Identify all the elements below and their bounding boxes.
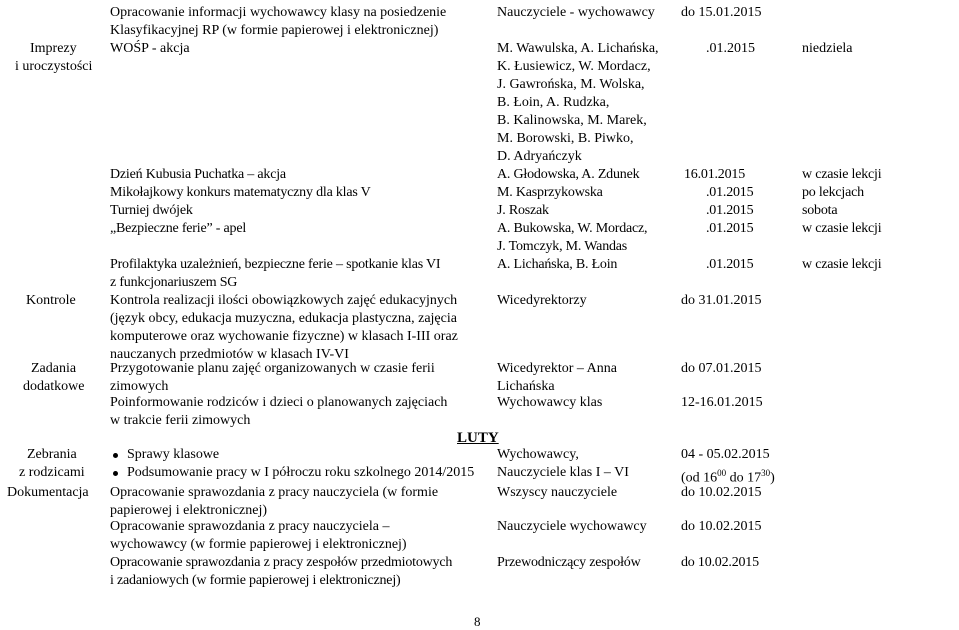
row1-activity-line1: Opracowanie informacji wychowawcy klasy na posiedzenie bbox=[110, 5, 447, 20]
category-zadania-line2: dodatkowe bbox=[23, 379, 85, 394]
dok3-activity-line1: Opracowanie sprawozdania z pracy zespołów przedmiotowych bbox=[110, 555, 453, 570]
category-imprezy-line2: i uroczystości bbox=[15, 59, 93, 74]
profilaktyka-who: A. Lichańska, B. Łoin bbox=[497, 257, 618, 272]
dok2-date: do 10.02.2015 bbox=[681, 519, 762, 534]
turniej-note: sobota bbox=[802, 203, 838, 218]
ferie-note: w czasie lekcji bbox=[802, 221, 882, 236]
dok2-activity-line1: Opracowanie sprawozdania z pracy nauczyciela – bbox=[110, 519, 390, 534]
month-heading: LUTY bbox=[457, 430, 499, 446]
zadania-info-who: Wychowawcy klas bbox=[497, 395, 603, 410]
zebrania-item-2: Podsumowanie pracy w I półroczu roku szkolnego 2014/2015 bbox=[127, 465, 475, 480]
ferie-who-2: J. Tomczyk, M. Wandas bbox=[497, 239, 628, 254]
turniej-activity: Turniej dwójek bbox=[110, 203, 193, 218]
zebrania-time-close: ) bbox=[770, 470, 775, 486]
konkurs-who: M. Kasprzykowska bbox=[497, 185, 603, 200]
zadania-plan-who-line1: Wicedyrektor – Anna bbox=[497, 361, 617, 376]
turniej-who: J. Roszak bbox=[497, 203, 549, 218]
wosp-who-3: J. Gawrońska, M. Wolska, bbox=[497, 77, 645, 92]
zebrania-who-line1: Wychowawcy, bbox=[497, 447, 579, 462]
row1-date: do 15.01.2015 bbox=[681, 5, 762, 20]
category-imprezy-line1: Imprezy bbox=[30, 41, 77, 56]
kontrole-who: Wicedyrektorzy bbox=[497, 293, 587, 308]
category-dokumentacja: Dokumentacja bbox=[7, 485, 89, 500]
bullet-icon bbox=[113, 471, 118, 476]
category-zebrania-line2: z rodzicami bbox=[19, 465, 85, 480]
zebrania-date: 04 - 05.02.2015 bbox=[681, 447, 770, 462]
zadania-plan-who-line2: Lichańska bbox=[497, 379, 555, 394]
dok3-date: do 10.02.2015 bbox=[681, 555, 759, 570]
kontrole-activity-line3: komputerowe oraz wychowanie fizyczne) w klasach I-III oraz bbox=[110, 329, 458, 344]
row1-activity-line2: Klasyfikacyjnej RP (w formie papierowej i elektronicznej) bbox=[110, 23, 439, 38]
dok1-activity-line1: Opracowanie sprawozdania z pracy nauczyciela (w formie bbox=[110, 485, 439, 500]
zadania-info-activity-line1: Poinformowanie rodziców i dzieci o planowanych zajęciach bbox=[110, 395, 448, 410]
dok2-who: Nauczyciele wychowawcy bbox=[497, 519, 647, 534]
bullet-icon bbox=[113, 453, 118, 458]
kubus-date: 16.01.2015 bbox=[684, 167, 746, 182]
dok3-activity-line2: i zadaniowych (w formie papierowej i elektronicznej) bbox=[110, 573, 401, 588]
zadania-plan-activity-line2: zimowych bbox=[110, 379, 169, 394]
profilaktyka-note: w czasie lekcji bbox=[802, 257, 882, 272]
zebrania-time-open: (od 16 bbox=[681, 470, 718, 486]
zebrania-time-sup2: 30 bbox=[761, 468, 771, 478]
wosp-note: niedziela bbox=[802, 41, 853, 56]
category-zebrania-line1: Zebrania bbox=[27, 447, 77, 462]
dok1-date: do 10.02.2015 bbox=[681, 485, 762, 500]
wosp-who-5: B. Kalinowska, M. Marek, bbox=[497, 113, 647, 128]
zadania-plan-date: do 07.01.2015 bbox=[681, 361, 762, 376]
zebrania-time-mid: do 17 bbox=[726, 470, 762, 486]
category-kontrole: Kontrole bbox=[26, 293, 76, 308]
page-number: 8 bbox=[474, 614, 481, 629]
zadania-info-date: 12-16.01.2015 bbox=[681, 395, 763, 410]
wosp-who-7: D. Adryańczyk bbox=[497, 149, 582, 164]
kontrole-date: do 31.01.2015 bbox=[681, 293, 762, 308]
konkurs-activity: Mikołajkowy konkurs matematyczny dla klas V bbox=[110, 185, 371, 200]
wosp-who-6: M. Borowski, B. Piwko, bbox=[497, 131, 634, 146]
category-zadania-line1: Zadania bbox=[31, 361, 77, 376]
kontrole-activity-line1: Kontrola realizacji ilości obowiązkowych zajęć edukacyjnych bbox=[110, 293, 458, 308]
zebrania-item-1: Sprawy klasowe bbox=[127, 447, 220, 462]
wosp-who-4: B. Łoin, A. Rudzka, bbox=[497, 95, 610, 110]
kubus-activity: Dzień Kubusia Puchatka – akcja bbox=[110, 167, 286, 182]
ferie-date: .01.2015 bbox=[706, 221, 754, 236]
zadania-info-activity-line2: w trakcie ferii zimowych bbox=[110, 413, 251, 428]
wosp-who-2: K. Łusiewicz, W. Mordacz, bbox=[497, 59, 651, 74]
ferie-who-1: A. Bukowska, W. Mordacz, bbox=[497, 221, 648, 236]
row1-who: Nauczyciele - wychowawcy bbox=[497, 5, 655, 20]
wosp-date: .01.2015 bbox=[706, 41, 755, 56]
zadania-plan-activity-line1: Przygotowanie planu zajęć organizowanych w czasie ferii bbox=[110, 361, 435, 376]
profilaktyka-activity-line1: Profilaktyka uzależnień, bezpieczne ferie – spotkanie klas VI bbox=[110, 257, 441, 272]
konkurs-note: po lekcjach bbox=[802, 185, 864, 200]
konkurs-date: .01.2015 bbox=[706, 185, 754, 200]
kontrole-activity-line2: (język obcy, edukacja muzyczna, edukacja plastyczna, zajęcia bbox=[110, 311, 457, 326]
kontrole-activity-line4: nauczanych przedmiotów w klasach IV-VI bbox=[110, 347, 349, 362]
dok1-activity-line2: papierowej i elektronicznej) bbox=[110, 503, 268, 518]
wosp-activity: WOŚP - akcja bbox=[110, 41, 190, 56]
zebrania-time-sup1: 00 bbox=[717, 468, 727, 478]
ferie-activity: „Bezpieczne ferie” - apel bbox=[110, 221, 247, 236]
kubus-who: A. Głodowska, A. Zdunek bbox=[497, 167, 640, 182]
profilaktyka-activity-line2: z funkcjonariuszem SG bbox=[110, 275, 238, 290]
wosp-who-1: M. Wawulska, A. Lichańska, bbox=[497, 41, 659, 56]
dok2-activity-line2: wychowawcy (w formie papierowej i elektronicznej) bbox=[110, 537, 407, 552]
dok3-who: Przewodniczący zespołów bbox=[497, 555, 641, 570]
profilaktyka-date: .01.2015 bbox=[706, 257, 754, 272]
zebrania-who-line2: Nauczyciele klas I – VI bbox=[497, 465, 629, 480]
kubus-note: w czasie lekcji bbox=[802, 167, 882, 182]
turniej-date: .01.2015 bbox=[706, 203, 754, 218]
dok1-who: Wszyscy nauczyciele bbox=[497, 485, 618, 500]
